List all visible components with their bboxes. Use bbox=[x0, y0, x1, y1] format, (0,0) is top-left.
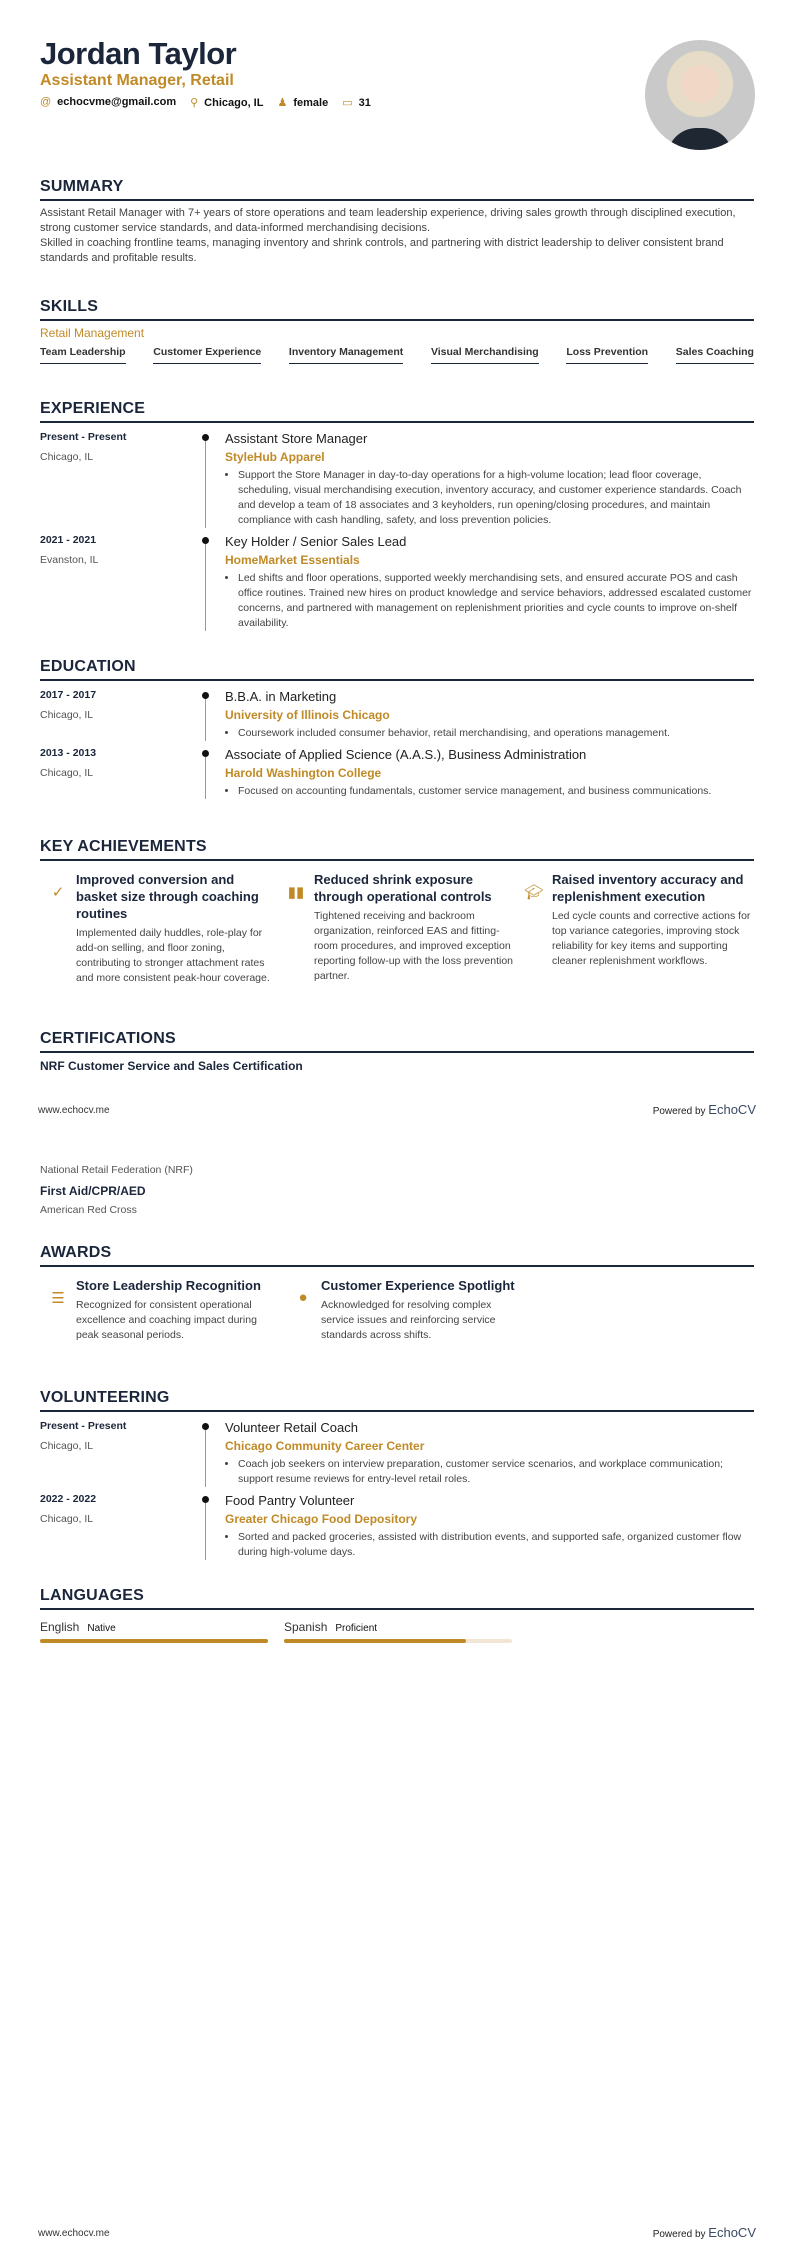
date-range: 2013 - 2013 bbox=[40, 747, 97, 759]
school: Harold Washington College bbox=[225, 766, 382, 780]
proficiency-bar bbox=[284, 1639, 512, 1643]
certification-name: NRF Customer Service and Sales Certification bbox=[40, 1059, 303, 1073]
experience-section bbox=[40, 400, 754, 631]
role: Key Holder / Senior Sales Lead bbox=[225, 534, 407, 549]
job-title: Assistant Manager, Retail bbox=[40, 72, 234, 89]
experience-entry bbox=[40, 431, 754, 528]
location: Chicago, IL bbox=[40, 1440, 94, 1452]
date-range: 2021 - 2021 bbox=[40, 534, 97, 546]
graduation-cap-icon: 🎓︎ bbox=[524, 884, 544, 901]
timeline-dot bbox=[202, 1496, 209, 1503]
date-range: 2017 - 2017 bbox=[40, 689, 97, 701]
proficiency-fill bbox=[284, 1639, 466, 1643]
languages-section bbox=[40, 1587, 754, 1643]
date-range: 2022 - 2022 bbox=[40, 1493, 97, 1505]
bar-chart-icon: ▮▮ bbox=[287, 884, 305, 901]
language-level: Native bbox=[87, 1623, 116, 1634]
award-card bbox=[285, 1277, 530, 1343]
chat-bubble-icon: ● bbox=[298, 1289, 308, 1306]
skill-item: Loss Prevention bbox=[566, 346, 648, 364]
language-item bbox=[284, 1618, 512, 1643]
achievements-section bbox=[40, 838, 754, 986]
lines-icon: ☰ bbox=[51, 1290, 65, 1307]
skill-item: Visual Merchandising bbox=[431, 346, 539, 364]
bullet: • Focused on accounting fundamentals, customer service management, and business communications. bbox=[238, 784, 754, 799]
gender: ♟ female bbox=[277, 97, 329, 109]
achievement-title: Reduced shrink exposure through operational controls bbox=[314, 872, 492, 904]
bullet: • Coach job seekers on interview preparation, customer service scenarios, and workplace communication; support resume reviews for entry-level retail roles. bbox=[238, 1457, 754, 1487]
timeline-dot bbox=[202, 434, 209, 441]
certification-issuer: National Retail Federation (NRF) bbox=[40, 1164, 193, 1176]
section-heading: EXPERIENCE bbox=[40, 400, 754, 423]
achievement-title: Raised inventory accuracy and replenishment execution bbox=[552, 872, 744, 904]
school: University of Illinois Chicago bbox=[225, 708, 390, 722]
candidate-name: Jordan Taylor bbox=[40, 36, 237, 71]
award-title: Store Leadership Recognition bbox=[76, 1278, 261, 1293]
skill-item: Inventory Management bbox=[289, 346, 403, 364]
education-entry bbox=[40, 747, 754, 799]
role: Food Pantry Volunteer bbox=[225, 1493, 355, 1508]
award-card bbox=[40, 1277, 285, 1343]
company: HomeMarket Essentials bbox=[225, 553, 360, 567]
skill-category: Retail Management bbox=[40, 326, 145, 340]
skill-item: Sales Coaching bbox=[676, 346, 754, 364]
timeline-dot bbox=[202, 692, 209, 699]
summary-text: Skilled in coaching frontline teams, managing inventory and shrink controls, and partnering with district leadership to deliver consistent brand standards and profitable results. bbox=[40, 237, 724, 264]
person-icon: ♟ bbox=[277, 97, 288, 109]
map-pin-icon: ⚲ bbox=[190, 97, 199, 109]
footer-site-link[interactable]: www.echocv.me bbox=[38, 1105, 110, 1116]
language-name: Spanish bbox=[284, 1620, 328, 1634]
skill-item: Customer Experience bbox=[153, 346, 261, 364]
date-range: Present - Present bbox=[40, 431, 127, 443]
skill-item: Team Leadership bbox=[40, 346, 126, 364]
achievement-text: Tightened receiving and backroom organization, reinforced EAS and fitting-room procedures, and improved exception reporting follow-up with the loss prevention partner. bbox=[314, 910, 514, 982]
section-heading: KEY ACHIEVEMENTS bbox=[40, 838, 754, 861]
language-name: English bbox=[40, 1620, 80, 1634]
location: Chicago, IL bbox=[40, 767, 94, 779]
location: ⚲ Chicago, IL bbox=[190, 97, 264, 109]
certification-issuer: American Red Cross bbox=[40, 1204, 137, 1216]
certification-name: First Aid/CPR/AED bbox=[40, 1184, 146, 1198]
award-title: Customer Experience Spotlight bbox=[321, 1278, 515, 1293]
age: ▭ 31 bbox=[342, 97, 371, 109]
organization: Chicago Community Career Center bbox=[225, 1439, 425, 1453]
awards-section bbox=[40, 1244, 754, 1343]
section-heading: VOLUNTEERING bbox=[40, 1389, 754, 1412]
summary-text: Assistant Retail Manager with 7+ years of store operations and team leadership experience, driving sales growth through disciplined execution, strong customer service standards, and data-informed merchandising decisions. bbox=[40, 207, 736, 234]
proficiency-bar bbox=[40, 1639, 268, 1643]
bullet: • Coursework included consumer behavior, retail merchandising, and operations management. bbox=[238, 726, 754, 741]
timeline-dot bbox=[202, 1423, 209, 1430]
language-level: Proficient bbox=[335, 1623, 378, 1634]
achievement-title: Improved conversion and basket size through coaching routines bbox=[76, 872, 259, 921]
achievement-card bbox=[516, 871, 754, 986]
volunteer-entry bbox=[40, 1493, 754, 1560]
award-text: Recognized for consistent operational excellence and coaching impact during peak seasonal periods. bbox=[76, 1299, 257, 1341]
location: Chicago, IL bbox=[40, 709, 94, 721]
skills-section bbox=[40, 298, 754, 364]
check-icon: ✓ bbox=[51, 884, 65, 901]
education-entry bbox=[40, 689, 754, 741]
education-section bbox=[40, 658, 754, 799]
date-range: Present - Present bbox=[40, 1420, 127, 1432]
volunteering-section bbox=[40, 1389, 754, 1560]
bullet: • Led shifts and floor operations, supported weekly merchandising sets, and ensured accurate POS and cash office routines. Trained new hires on product knowledge and service behaviors, addressed escalated customer concerns, and partnered with management on replenishment priorities and cycle counts to improve on-shelf availability. bbox=[238, 571, 754, 631]
organization: Greater Chicago Food Depository bbox=[225, 1512, 418, 1526]
experience-entry bbox=[40, 534, 754, 631]
certifications-section bbox=[40, 1030, 754, 1073]
section-heading: SKILLS bbox=[40, 298, 754, 321]
profile-photo bbox=[645, 40, 755, 150]
volunteer-entry bbox=[40, 1420, 754, 1487]
degree: B.B.A. in Marketing bbox=[225, 689, 337, 704]
calendar-icon: ▭ bbox=[342, 97, 353, 109]
achievement-card bbox=[278, 871, 516, 986]
location: Evanston, IL bbox=[40, 554, 99, 566]
section-heading: AWARDS bbox=[40, 1244, 754, 1267]
section-heading: CERTIFICATIONS bbox=[40, 1030, 754, 1053]
timeline-dot bbox=[202, 750, 209, 757]
timeline-dot bbox=[202, 537, 209, 544]
section-heading: LANGUAGES bbox=[40, 1587, 754, 1610]
achievement-text: Implemented daily huddles, role-play for add-on selling, and floor zoning, contributing to stronger attachment rates and more consistent peak-hour coverage. bbox=[76, 927, 270, 984]
summary-section bbox=[40, 178, 754, 266]
role: Assistant Store Manager bbox=[225, 431, 368, 446]
bullet: • Sorted and packed groceries, assisted with distribution events, and supported safe, organized customer flow during high-volume days. bbox=[238, 1530, 754, 1560]
degree: Associate of Applied Science (A.A.S.), Business Administration bbox=[225, 747, 587, 762]
footer-powered-by: Powered by EchoCV bbox=[652, 1102, 756, 1117]
location: Chicago, IL bbox=[40, 451, 94, 463]
bullet: • Support the Store Manager in day-to-day operations for a high-volume location; lead floor coverage, scheduling, visual merchandising execution, inventory accuracy, and customer experience standards. Coach and develop a team of 18 associates and 3 keyholders, run opening/closing procedures, and maintain compliance with cash handling, safety, and loss prevention policies. bbox=[238, 468, 754, 528]
section-heading: SUMMARY bbox=[40, 178, 754, 201]
footer-site-link[interactable]: www.echocv.me bbox=[38, 2228, 110, 2239]
achievement-card bbox=[40, 871, 278, 986]
footer-powered-by: Powered by EchoCV bbox=[652, 2225, 756, 2240]
award-text: Acknowledged for resolving complex service issues and reinforcing service standards across shifts. bbox=[321, 1299, 496, 1341]
section-heading: EDUCATION bbox=[40, 658, 754, 681]
company: StyleHub Apparel bbox=[225, 450, 325, 464]
role: Volunteer Retail Coach bbox=[225, 1420, 358, 1435]
brand-logo: EchoCV bbox=[708, 2225, 756, 2240]
language-item bbox=[40, 1618, 268, 1643]
proficiency-fill bbox=[40, 1639, 268, 1643]
brand-logo: EchoCV bbox=[708, 1102, 756, 1117]
contact-info bbox=[40, 96, 371, 109]
achievement-text: Led cycle counts and corrective actions for top variance categories, improving stock reliability for key items and supporting cleaner replenishment workflows. bbox=[552, 910, 751, 967]
email[interactable]: @ echocvme@gmail.com bbox=[40, 96, 177, 108]
location: Chicago, IL bbox=[40, 1513, 94, 1525]
at-icon: @ bbox=[40, 96, 52, 108]
